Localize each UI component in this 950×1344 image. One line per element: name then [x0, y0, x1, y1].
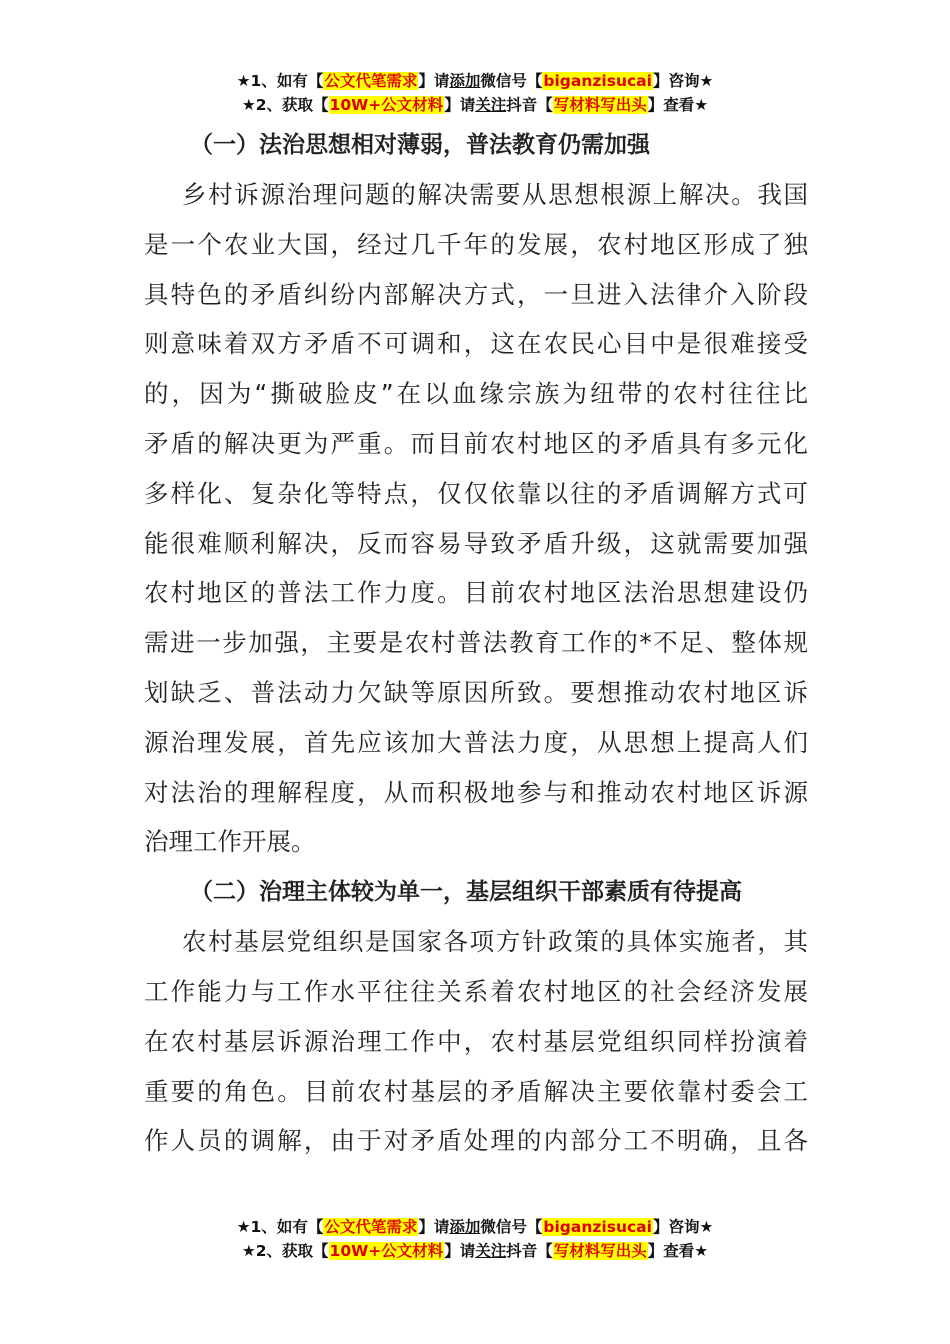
banner-line-1: [0, 69, 950, 93]
section-heading-2: （二）治理主体较为单一，基层组织干部素质有待提高: [190, 879, 742, 906]
banner-text: 】查看★: [647, 1242, 709, 1260]
banner-text: 抖音【: [506, 96, 553, 114]
paragraph-line: 农村地区的普法工作力度。目前农村地区法治思想建设仍: [144, 578, 808, 608]
paragraph-line: 是一个农业大国，经过几千年的发展，农村地区形成了独: [144, 229, 808, 259]
highlight-materials: 10W+公文材料: [329, 96, 444, 114]
paragraph-line: 在农村基层诉源治理工作中，农村基层党组织同样扮演着: [144, 1026, 808, 1056]
banner-underlined-text: 添加: [449, 1218, 481, 1236]
banner-text: ★2、获取【: [241, 96, 329, 114]
paragraph-line: 治理工作开展。: [144, 827, 316, 857]
section-paragraph-1: [144, 170, 808, 867]
banner-line-2: [0, 93, 950, 117]
paragraph-line: 划缺乏、普法动力欠缺等原因所致。要想推动农村地区诉: [144, 677, 808, 707]
banner-line-1: [0, 1215, 950, 1239]
banner-line-2: [0, 1239, 950, 1263]
section-heading-1: （一）法治思想相对薄弱，普法教育仍需加强: [190, 132, 650, 158]
paragraph-line: 源治理发展，首先应该加大普法力度，从思想上提高人们: [144, 727, 808, 757]
banner-text: ★2、获取【: [241, 1242, 329, 1260]
paragraph-line: 能很难顺利解决，反而容易导致矛盾升级，这就需要加强: [144, 528, 808, 558]
paragraph-line: 需进一步加强，主要是农村普法教育工作的*不足、整体规: [144, 628, 808, 658]
banner-text: 】请: [418, 1218, 450, 1236]
banner-text: 抖音【: [506, 1242, 553, 1260]
paragraph-line: 农村基层党组织是国家各项方针政策的具体实施者，其: [182, 927, 808, 957]
banner-underlined-text: 关注: [475, 96, 507, 114]
paragraph-line: 矛盾的解决更为严重。而目前农村地区的矛盾具有多元化: [144, 428, 808, 458]
paragraph-line: 作人员的调解，由于对矛盾处理的内部分工不明确，且各: [144, 1126, 808, 1156]
banner-text: 微信号【: [480, 72, 543, 90]
banner-underlined-text: 关注: [475, 1242, 507, 1260]
paragraph-line: 重要的角色。目前农村基层的矛盾解决主要依靠村委会工: [144, 1076, 808, 1106]
banner-text: 】请: [444, 1242, 476, 1260]
paragraph-line: 则意味着双方矛盾不可调和，这在农民心目中是很难接受: [144, 329, 808, 359]
banner-text: 】查看★: [647, 96, 709, 114]
banner-text: ★1、如有【: [236, 72, 324, 90]
banner-underlined-text: 添加: [449, 72, 481, 90]
banner-text: 】请: [444, 96, 476, 114]
banner-text: 】请: [418, 72, 450, 90]
header-banner: [0, 69, 950, 117]
section-paragraph-2: [144, 917, 808, 1166]
footer-banner: [0, 1215, 950, 1263]
banner-text: 】咨询★: [652, 72, 714, 90]
paragraph-line: 多样化、复杂化等特点，仅仅依靠以往的矛盾调解方式可: [144, 478, 808, 508]
document-body: [144, 120, 808, 1166]
highlight-materials: 10W+公文材料: [329, 1242, 444, 1260]
highlight-wechat-id: biganzisucai: [543, 72, 652, 90]
highlight-douyin-account: 写材料写出头: [553, 96, 647, 114]
banner-text: 】咨询★: [652, 1218, 714, 1236]
highlight-douyin-account: 写材料写出头: [553, 1242, 647, 1260]
paragraph-line: 工作能力与工作水平往往关系着农村地区的社会经济发展: [144, 976, 808, 1006]
highlight-wechat-id: biganzisucai: [543, 1218, 652, 1236]
banner-text: ★1、如有【: [236, 1218, 324, 1236]
paragraph-line: 的，因为“撕破脸皮”在以血缘宗族为纽带的农村往往比: [144, 379, 808, 409]
highlight-service: 公文代笔需求: [324, 72, 418, 90]
paragraph-line: 具特色的矛盾纠纷内部解决方式，一旦进入法律介入阶段: [144, 279, 808, 309]
banner-text: 微信号【: [480, 1218, 543, 1236]
paragraph-line: 对法治的理解程度，从而积极地参与和推动农村地区诉源: [144, 777, 808, 807]
paragraph-line: 乡村诉源治理问题的解决需要从思想根源上解决。我国: [182, 180, 808, 209]
highlight-service: 公文代笔需求: [324, 1218, 418, 1236]
